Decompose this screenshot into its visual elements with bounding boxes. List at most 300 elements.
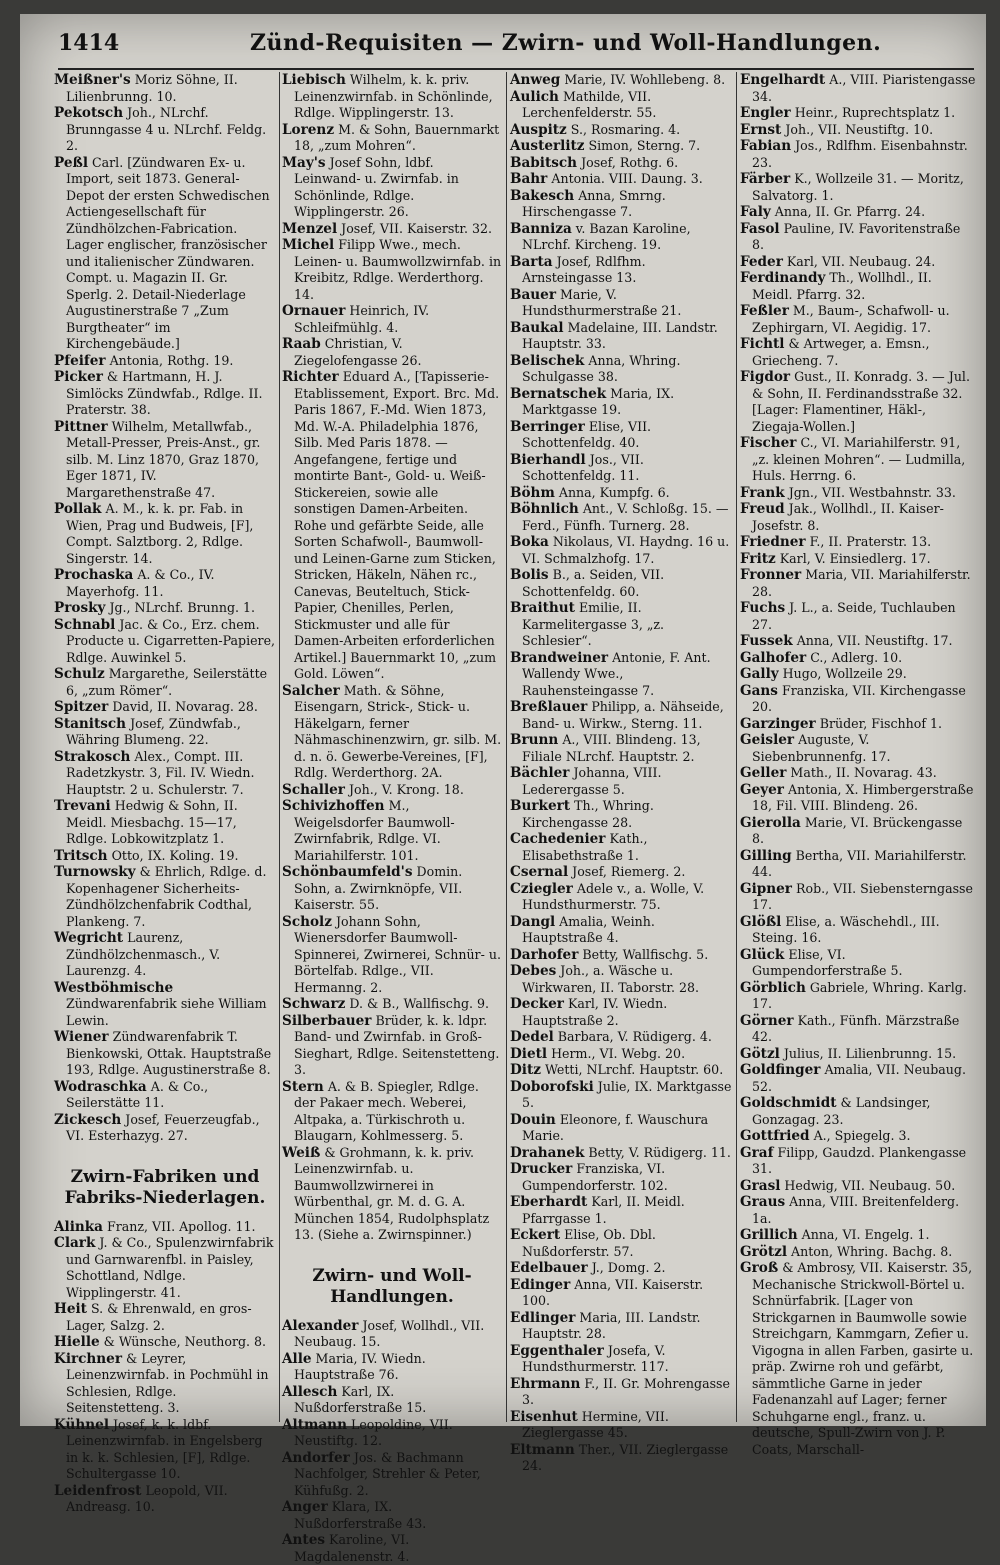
entry-details: Filipp Wwe., mech. Leinen- u. Baumwollzwirnfab. in Kreibitz, Rdlge. Werderthorg. 14. [294, 237, 502, 302]
entry-name: Edelbauer [510, 1260, 588, 1276]
section-heading-line: Handlungen. [330, 1286, 454, 1307]
entry-name: Faly [740, 204, 771, 220]
column-4 [740, 72, 976, 1457]
entry-name: Grillich [740, 1227, 798, 1243]
entry-name: Auspitz [510, 121, 567, 138]
entry-name: Fuchs [740, 600, 786, 616]
directory-entry [510, 138, 732, 155]
entry-details: Marie, IV. Wohllebeng. 8. [564, 72, 726, 87]
entry-details: Jac. & Co., Erz. chem. Producte u. Cigarretten-Papiere, Rdlge. Auwinkel 5. [66, 616, 276, 665]
entry-details: M. & Sohn, Bauernmarkt 18, „zum Mohren“. [294, 121, 500, 153]
entry-name: Prochaska [54, 567, 134, 583]
directory-entry [54, 716, 276, 749]
directory-entry [54, 980, 276, 1030]
entry-details: Hedwig & Sohn, II. Meidl. Miesbachg. 15—17, Rdlge. Lobkowitzplatz 1. [66, 798, 238, 846]
directory-entry [740, 1013, 976, 1046]
directory-entry [510, 1161, 732, 1194]
entry-details: Anna, VIII. Breitenfelderg. 1a. [752, 1194, 960, 1226]
entry-name: Gierolla [740, 814, 801, 831]
entry-details: Franz, VII. Apollog. 11. [107, 1218, 256, 1234]
entry-name: Brandweiner [510, 649, 609, 666]
entry-details: Anton, Whring. Bachg. 8. [791, 1243, 953, 1259]
entry-name: Liebisch [282, 72, 346, 88]
entry-name: Gans [740, 682, 778, 699]
entry-name: Fasol [740, 220, 780, 237]
directory-entry [54, 1483, 276, 1516]
entry-name: Heit [54, 1301, 87, 1317]
entry-details: Joh., V. Krong. 18. [348, 781, 464, 797]
entry-details: Karl, IX. Nußdorferstraße 15. [294, 1383, 427, 1415]
entry-name: Peßl [54, 154, 88, 171]
directory-entry [282, 72, 502, 122]
directory-entry [740, 914, 976, 947]
entry-details: Josef Sohn, ldbf. Leinwand- u. Zwirnfab. in Schönlinde, Rdlge. Wipplingerstr. 26. [294, 154, 459, 219]
entry-details: Ant., V. Schloßg. 15. — Ferd., Fünfh. Turnerg. 28. [522, 501, 729, 533]
directory-entry [282, 155, 502, 221]
entry-details: Antonie, F. Ant. Wallendy Wwe., Rauhensteingasse 7. [522, 649, 711, 698]
entry-details: Karl, VII. Neubaug. 24. [786, 253, 936, 269]
entry-name: Banniza [510, 220, 572, 237]
entry-details: Filipp, Gaudzd. Plankengasse 31. [752, 1144, 967, 1176]
directory-entry [510, 452, 732, 485]
directory-entry [740, 551, 976, 568]
entry-details: Hugo, Wollzeile 29. [782, 666, 907, 681]
entry-details: Emilie, II. Karmelitergasse 3, „z. Schlesier“. [522, 600, 665, 648]
entry-details: A. & B. Spiegler, Rdlge. der Pakaer mech. Weberei, Altpaka, a. Türkischroth u. Blaugarn, Kohlmesserg. 5. [294, 1078, 479, 1143]
entry-name: Edinger [510, 1276, 571, 1293]
entry-name: Böhnlich [510, 501, 579, 517]
directory-entry [510, 1079, 732, 1112]
entry-name: Baukal [510, 319, 564, 336]
entry-details: Anna, VII. Kaiserstr. 100. [522, 1276, 704, 1308]
directory-entry [740, 171, 976, 204]
directory-entry [740, 270, 976, 303]
directory-entry [740, 221, 976, 254]
directory-entry [740, 633, 976, 650]
entry-details: Karl, II. Meidl. Pfarrgasse 1. [522, 1194, 685, 1226]
directory-entry [282, 303, 502, 336]
entry-name: Schwarz [282, 996, 346, 1012]
entry-name: Ornauer [282, 303, 346, 319]
entry-details: Elise, a. Wäschehdl., III. Steing. 16. [752, 913, 940, 945]
entry-details: Leopoldine, VII. Neustiftg. 12. [294, 1416, 453, 1448]
entry-details: Amalia, Weinh. Hauptstraße 4. [522, 913, 655, 945]
section-heading-line: Zwirn- und Woll- [312, 1265, 472, 1286]
entry-name: Belischek [510, 352, 585, 369]
directory-entry [54, 72, 276, 105]
directory-entry [54, 848, 276, 865]
entry-name: Allesch [282, 1383, 338, 1400]
entry-details: Maria, IV. Wiedn. Hauptstraße 76. [294, 1350, 426, 1382]
entry-name: Stanitsch [54, 715, 127, 732]
directory-entry [282, 683, 502, 782]
directory-entry [282, 1351, 502, 1384]
entry-name: Engler [740, 105, 791, 121]
entry-name: Spitzer [54, 699, 109, 715]
entry-details: Leopold, VII. Andreasg. 10. [66, 1482, 228, 1514]
entry-name: Drucker [510, 1161, 573, 1177]
directory-entry [54, 617, 276, 667]
entry-name: Figdor [740, 369, 791, 385]
directory-entry [510, 122, 732, 139]
directory-entry [740, 254, 976, 271]
entry-details: Jak., Wollhdl., II. Kaiser-Josefstr. 8. [752, 501, 944, 533]
entry-details: Moriz Söhne, II. Lilienbrunng. 10. [66, 72, 238, 104]
entry-details: Joh., NLrchf. Brunngasse 4 u. NLrchf. Feldg. 2. [66, 105, 267, 153]
entry-name: Cziegler [510, 880, 573, 897]
directory-entry [282, 996, 502, 1013]
entry-name: Salcher [282, 682, 340, 699]
entry-details: Amalia, VII. Neubaug. 52. [752, 1062, 966, 1094]
entry-name: Boka [510, 534, 549, 550]
column-1 [54, 72, 276, 1514]
entry-name: Austerlitz [510, 138, 585, 154]
entry-name: Fichtl [740, 336, 785, 352]
directory-entry [282, 122, 502, 155]
entry-name: Barta [510, 253, 553, 270]
directory-entry [510, 419, 732, 452]
directory-entry [282, 221, 502, 238]
entry-details: Elise, VII. Schottenfeldg. 40. [522, 418, 652, 450]
section-heading [282, 1266, 502, 1308]
entry-name: Altmann [282, 1416, 347, 1433]
column-divider [506, 72, 507, 1422]
entry-name: Menzel [282, 220, 338, 237]
directory-entry [54, 1334, 276, 1351]
entry-name: Hielle [54, 1334, 100, 1350]
entry-name: Berringer [510, 418, 585, 435]
entry-name: Bierhandl [510, 451, 586, 468]
directory-entry [54, 567, 276, 600]
entry-details: A., VIII. Blindeng. 13, Filiale NLrchf. Hauptstr. 2. [522, 732, 701, 764]
entry-details: Wetti, NLrchf. Hauptstr. 60. [544, 1062, 724, 1077]
entry-details: Johann Sohn, Wienersdorfer Baumwoll-Spinnerei, Zwirnerei, Schnür- u. Börtelfab. Rdlge., VII. Hermanng. 2. [294, 913, 501, 995]
entry-details: A. & Co., IV. Mayerhofg. 11. [66, 567, 215, 599]
entry-name: Kühnel [54, 1416, 109, 1433]
entry-name: Pollak [54, 501, 102, 517]
entry-details: Adele v., a. Wolle, V. Hundsthurmerstr. 75. [522, 880, 705, 912]
entry-name: Bolis [510, 567, 549, 583]
entry-details: Zündwarenfabrik siehe William Lewin. [66, 996, 267, 1028]
entry-details: Anna, Kumpfg. 6. [558, 484, 670, 500]
entry-details: Simon, Sterng. 7. [588, 138, 701, 153]
entry-name: Doborofski [510, 1078, 594, 1095]
entry-name: Babitsch [510, 154, 578, 171]
directory-entry [740, 650, 976, 667]
entry-name: Görblich [740, 979, 806, 996]
entry-name: Bakesch [510, 187, 575, 204]
directory-entry [510, 1277, 732, 1310]
directory-entry [54, 1029, 276, 1079]
directory-entry [740, 947, 976, 980]
entry-name: Raab [282, 336, 321, 352]
entry-name: Pfeifer [54, 352, 106, 369]
entry-details: Anna, II. Gr. Pfarrg. 24. [774, 204, 926, 219]
entry-details: Wilhelm, Metallwfab., Metall-Presser, Preis-Anst., gr. silb. M. Linz 1870, Graz 1870, Eger 1871, IV. Margarethenstraße 47. [66, 418, 261, 500]
entry-name: Eberhardt [510, 1194, 588, 1210]
entry-details: Jgn., VII. Westbahnstr. 33. [788, 484, 956, 500]
entry-name: Glößl [740, 913, 782, 930]
directory-entry [740, 1128, 976, 1145]
entry-details: Christian, V. Ziegelofengasse 26. [294, 336, 422, 368]
directory-entry [54, 105, 276, 155]
entry-details: Franziska, VI. Gumpendorferstr. 102. [522, 1161, 668, 1193]
entry-details: Josef, Feuerzeugfab., VI. Esterhazyg. 27. [66, 1111, 260, 1143]
column-divider [279, 72, 280, 1422]
entry-details: Zündwarenfabrik T. Bienkowski, Ottak. Hauptstraße 193, Rdlge. Augustinerstraße 8. [66, 1029, 272, 1077]
entry-details: Rob., VII. Siebensterngasse 17. [752, 880, 973, 912]
entry-details: Franziska, VII. Kirchengasse 20. [752, 682, 966, 714]
entry-details: Mathilde, VII. Lerchenfelderstr. 55. [522, 88, 657, 120]
directory-entry [740, 1046, 976, 1063]
directory-entry [740, 1062, 976, 1095]
directory-entry [740, 1244, 976, 1261]
entry-details: Ther., VII. Zieglergasse 24. [522, 1441, 729, 1473]
directory-entry [510, 831, 732, 864]
directory-entry [54, 864, 276, 930]
directory-entry [510, 1442, 732, 1475]
directory-entry [510, 221, 732, 254]
entry-name: Fischer [740, 435, 797, 451]
entry-details: Otto, IX. Koling. 19. [111, 847, 239, 863]
directory-entry [54, 501, 276, 567]
directory-entry [740, 1178, 976, 1195]
entry-name: Westböhmische [54, 979, 174, 996]
entry-name: Lorenz [282, 121, 335, 138]
entry-details: Karl, IV. Wiedn. Hauptstraße 2. [522, 996, 668, 1028]
directory-entry [740, 732, 976, 765]
entry-name: Silberbauer [282, 1012, 372, 1029]
directory-entry [54, 749, 276, 799]
entry-name: Anweg [510, 72, 561, 88]
entry-details: Maria, IX. Marktgasse 19. [522, 385, 675, 417]
directory-page [20, 14, 986, 1564]
entry-name: Görner [740, 1012, 794, 1029]
entry-details: Marie, V. Hundsthurmerstraße 21. [522, 286, 682, 318]
entry-details: Anna, Whring. Schulgasse 38. [522, 352, 681, 384]
directory-entry [740, 534, 976, 551]
entry-details: Bertha, VII. Mariahilferstr. 44. [752, 847, 967, 879]
entry-name: Stern [282, 1078, 324, 1095]
directory-entry [510, 485, 732, 502]
entry-details: Josef, Riemerg. 2. [572, 864, 686, 879]
entry-name: Douin [510, 1111, 556, 1128]
entry-details: Th., Wollhdl., II. Meidl. Pfarrg. 32. [752, 270, 932, 302]
directory-entry [740, 666, 976, 683]
entry-details: J. & Co., Spulenzwirnfabrik und Garnwarenfbl. in Paisley, Schottland, Ndlge. Wipplingerstr. 41. [66, 1235, 274, 1300]
entry-name: Ditz [510, 1062, 541, 1078]
entry-name: Edlinger [510, 1309, 576, 1326]
directory-entry [740, 782, 976, 815]
entry-name: Gottfried [740, 1128, 810, 1144]
entry-name: Grötzl [740, 1243, 788, 1260]
directory-entry [510, 1409, 732, 1442]
entry-name: Alle [282, 1350, 312, 1367]
entry-details: A. & Co., Seilerstätte 11. [66, 1078, 209, 1110]
entry-details: Brüder, Fischhof 1. [819, 715, 942, 731]
directory-entry [54, 600, 276, 617]
entry-details: & Ambrosy, VII. Kaiserstr. 35, Mechanische Strickwoll-Börtel u. Schnürfabrik. [Lager von Strickgarnen in Baumwolle sowie Streichgarn, Kammgarn, Zefier u. Vigogna in allen Farben, gasirte u. präp. Zwirne roh und gefärbt, sämmtliche Garne in jeder Fadenanzahl auf Lager; ferner Schuhgarne engl., franz. u. deutsche, Spull-Zwirn von J. P. Coats, Marschall- [752, 1260, 974, 1457]
entry-name: Fussek [740, 633, 793, 649]
entry-name: Goldschmidt [740, 1095, 837, 1111]
directory-entry [510, 1029, 732, 1046]
entry-details: A., Spiegelg. 3. [813, 1128, 911, 1143]
directory-entry [282, 1145, 502, 1244]
directory-entry [282, 864, 502, 914]
entry-name: Bauer [510, 286, 556, 303]
directory-entry [54, 1351, 276, 1417]
page-header [20, 28, 986, 64]
entry-name: Debes [510, 963, 557, 979]
entry-name: Bahr [510, 171, 548, 187]
entry-details: Elise, VI. Gumpendorferstraße 5. [752, 946, 903, 978]
entry-details: Alex., Compt. III. Radetzkystr. 3, Fil. IV. Wiedn. Hauptstr. 2 u. Schulerstr. 7. [66, 748, 255, 797]
directory-entry [54, 666, 276, 699]
directory-entry [510, 1310, 732, 1343]
entry-name: Gally [740, 666, 779, 682]
entry-details: David, II. Novarag. 28. [112, 699, 258, 714]
directory-entry [54, 798, 276, 848]
entry-name: Alinka [54, 1218, 103, 1235]
directory-entry [740, 485, 976, 502]
directory-entry [510, 188, 732, 221]
directory-entry [282, 1450, 502, 1500]
entry-details: Klara, IX. Nußdorferstraße 43. [294, 1499, 427, 1531]
entry-name: Dedel [510, 1029, 554, 1045]
directory-entry [740, 980, 976, 1013]
directory-entry [740, 1260, 976, 1458]
entry-details: Antonia, X. Himbergerstraße 18, Fil. VIII. Blindeng. 26. [752, 781, 974, 813]
directory-entry [510, 864, 732, 881]
directory-entry [740, 122, 976, 139]
entry-details: v. Bazan Karoline, NLrchf. Kircheng. 19. [522, 220, 691, 252]
entry-details: Betty, Wallfischg. 5. [582, 946, 709, 962]
directory-entry [740, 138, 976, 171]
entry-details: Hermine, VII. Zieglergasse 45. [522, 1408, 669, 1440]
entry-details: Hedwig, VII. Neubaug. 50. [784, 1177, 956, 1193]
entry-name: Picker [54, 369, 103, 385]
entry-name: Wodraschka [54, 1078, 147, 1095]
entry-details: Gust., II. Konradg. 3. — Jul. & Sohn, II. Ferdinandsstraße 32. [Lager: Flamentiner, Häkl-, Ziegaja-Wollen.] [752, 369, 970, 434]
entry-details: A. M., k. k. pr. Fab. in Wien, Prag und Budweis, [F], Compt. Salztborg. 2, Rdlge. Singerstr. 14. [66, 501, 254, 566]
entry-name: Pittner [54, 418, 108, 435]
column-3 [510, 72, 732, 1473]
entry-name: Scholz [282, 913, 332, 930]
entry-details: Domin. Sohn, a. Zwirnknöpfe, VII. Kaiserstr. 55. [294, 864, 463, 912]
page-number: 1414 [58, 30, 120, 56]
entry-name: Eggenthaler [510, 1342, 604, 1359]
directory-entry [510, 287, 732, 320]
entry-name: Csernal [510, 864, 569, 880]
directory-entry [282, 1079, 502, 1145]
entry-details: Th., Whring. Kirchengasse 28. [522, 798, 654, 830]
entry-details: Josefa, V. Hundsthurmerstr. 117. [522, 1342, 669, 1374]
entry-details: Eduard A., [Tapisserie-Etablissement, Export. Brc. Md. Paris 1867, F.-Md. Wien 1873, Md. W.-A. Philadelphia 1876, Silb. Med Paris 1878. — Angefangene, fertige und montirte Bant-, Gold- u. Weiß-Stickereien, sowie alle sonstigen Damen-Arbeiten. Rohe und gefärbte Seide, alle Sorten Schafwoll-, Baumwoll- und Leinen-Garne zum Sticken, Stricken, Häkeln, Nähen rc., Canevas, Beuteltuch, Stick-Papier, Chenilles, Perlen, Stickmuster und alle für Damen-Arbeiten erforderlichen Artikel.] Bauernmarkt 10, „zum Gold. Löwen“. [294, 369, 500, 681]
entry-name: Frank [740, 484, 785, 501]
entry-details: Wilhelm, k. k. priv. Leinenzwirnfab. in Schönlinde, Rdlge. Wipplingerstr. 13. [294, 72, 493, 120]
entry-details: Josef, Rothg. 6. [581, 154, 679, 170]
entry-details: Anna, VII. Neustiftg. 17. [796, 633, 953, 648]
directory-entry [510, 72, 732, 89]
directory-entry [740, 848, 976, 881]
directory-entry [510, 798, 732, 831]
directory-entry [740, 336, 976, 369]
entry-name: Zickesch [54, 1111, 122, 1128]
entry-details: Julius, II. Lilienbrunng. 15. [783, 1045, 957, 1061]
running-title: Zünd-Requisiten — Zwirn- und Woll-Handlungen. [250, 30, 882, 56]
directory-entry [740, 881, 976, 914]
directory-entry [510, 1260, 732, 1277]
entry-name: Fabian [740, 138, 792, 154]
entry-name: Wegricht [54, 930, 124, 946]
entry-details: Antonia, Rothg. 19. [109, 352, 234, 368]
entry-name: Dietl [510, 1045, 548, 1062]
entry-details: & Ehrlich, Rdlge. d. Kopenhagener Sicherheits-Zündhölzchenfabrik Codthal, Plankeng. 7. [66, 864, 267, 929]
entry-name: Gipner [740, 880, 792, 897]
entry-details: Maria, III. Landstr. Hauptstr. 28. [522, 1309, 701, 1341]
directory-entry [510, 914, 732, 947]
entry-name: Galhofer [740, 649, 807, 666]
entry-details: Math. & Söhne, Eisengarn, Strick-, Stick- u. Häkelgarn, ferner Nähmaschinenzwirn, gr. silb. M. d. n. ö. Gewerbe-Vereines, [F], Rdlg. Werderthorg. 2A. [294, 682, 502, 780]
entry-details: Joh., VII. Neustiftg. 10. [785, 121, 934, 137]
entry-name: Ehrmann [510, 1375, 581, 1392]
entry-name: Tritsch [54, 847, 108, 864]
entry-details: Barbara, V. Rüdigerg. 4. [557, 1029, 712, 1044]
entry-details: S. & Ehrenwald, en gros-Lager, Salzg. 2. [66, 1301, 252, 1333]
entry-details: Josef, Rdlfhm. Arnsteingasse 13. [522, 253, 646, 285]
entry-details: B., a. Seiden, VII. Schottenfeldg. 60. [522, 567, 665, 599]
entry-details: Maria, VII. Mariahilferstr. 28. [752, 567, 971, 599]
entry-name: Aulich [510, 88, 559, 105]
directory-entry [510, 699, 732, 732]
entry-details: M., Weigelsdorfer Baumwoll-Zwirnfabrik, Rdlge. VI. Mariahilferstr. 101. [294, 798, 455, 863]
entry-name: Antes [282, 1532, 326, 1548]
entry-name: Garzinger [740, 715, 816, 732]
entry-name: Engelhardt [740, 72, 826, 88]
directory-entry [740, 765, 976, 782]
entry-name: Geyer [740, 781, 784, 798]
directory-entry [54, 419, 276, 502]
directory-entry [282, 914, 502, 997]
entry-name: Geller [740, 765, 787, 781]
entry-name: Eltmann [510, 1441, 575, 1458]
entry-name: Braithut [510, 600, 575, 616]
directory-entry [54, 353, 276, 370]
entry-name: Brunn [510, 732, 559, 748]
entry-details: F., II. Praterstr. 13. [809, 534, 932, 549]
directory-entry [510, 765, 732, 798]
directory-entry [282, 782, 502, 799]
entry-details: & Artweger, a. Emsn., Griecheng. 7. [752, 336, 930, 368]
entry-name: Trevani [54, 798, 111, 814]
entry-details: J. L., a. Seide, Tuchlauben 27. [752, 600, 956, 632]
directory-entry [740, 369, 976, 435]
entry-details: C., VI. Mariahilferstr. 91, „z. kleinen Mohren“. — Ludmilla, Huls. Herrng. 6. [752, 435, 966, 483]
directory-entry [510, 1112, 732, 1145]
entry-details: Nikolaus, VI. Haydng. 16 u. VI. Schmalzhofg. 17. [522, 534, 730, 566]
entry-details: Betty, V. Rüdigerg. 11. [588, 1144, 731, 1160]
directory-entry [740, 716, 976, 733]
entry-name: Meißner's [54, 72, 131, 88]
entry-name: Schönbaumfeld's [282, 864, 413, 880]
entry-details: Gabriele, Whring. Karlg. 17. [752, 979, 967, 1011]
entry-details: Marie, VI. Brückengasse 8. [752, 814, 963, 846]
entry-details: & Hartmann, H. J. Simlöcks Zündwfab., Rdlge. II. Praterstr. 38. [66, 369, 263, 417]
directory-entry [282, 369, 502, 683]
entry-name: Schulz [54, 666, 105, 682]
directory-entry [282, 798, 502, 864]
entry-name: Prosky [54, 600, 106, 616]
